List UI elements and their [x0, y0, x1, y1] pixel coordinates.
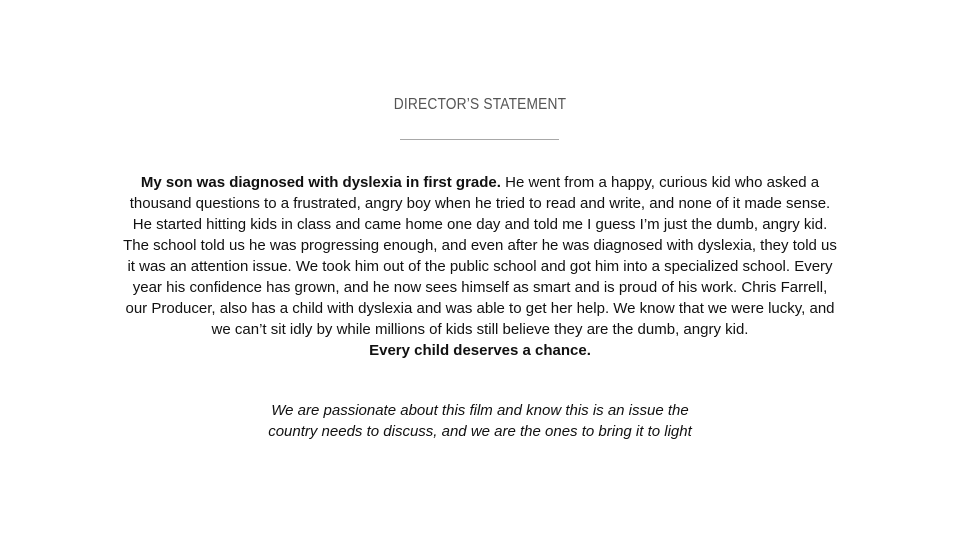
statement-line-6: year his confidence has grown, and he now sees himself as smart and is proud of his work. Chris Farrell, — [132, 279, 828, 296]
statement-line-1 — [100, 172, 860, 193]
statement-line-3: He started hitting kids in class and came home one day and told me I guess I’m just the dumb, angry kid. — [132, 216, 828, 233]
statement-line-4: The school told us he was progressing enough, and even after he was diagnosed with dyslexia, they told us — [123, 237, 837, 254]
page-title: DIRECTOR’S STATEMENT — [393, 96, 567, 113]
statement-line-1-rest: He went from a happy, curious kid who asked a — [500, 174, 820, 191]
closing-line-1: We are passionate about this film and know this is an issue the — [271, 402, 689, 419]
statement-closing-bold — [100, 340, 860, 361]
statement-line-2: thousand questions to a frustrated, angry boy when he tried to read and write, and none of it made sense. — [129, 195, 831, 212]
statement-line-8: we can’t sit idly by while millions of kids still believe they are the dumb, angry kid. — [211, 321, 749, 338]
closing-line-2: country needs to discuss, and we are the ones to bring it to light — [268, 423, 692, 440]
closing-quote — [180, 400, 780, 442]
statement-line-5: it was an attention issue. We took him out of the public school and got him into a specialized school. Every — [127, 258, 833, 275]
statement-lead-bold: My son was diagnosed with dyslexia in first grade. — [140, 174, 501, 191]
closing-bold-text: Every child deserves a chance. — [369, 342, 591, 359]
statement-paragraph — [100, 172, 860, 361]
statement-line-7: our Producer, also has a child with dyslexia and was able to get her help. We know that we were lucky, and — [125, 300, 835, 317]
title-divider — [400, 139, 559, 140]
